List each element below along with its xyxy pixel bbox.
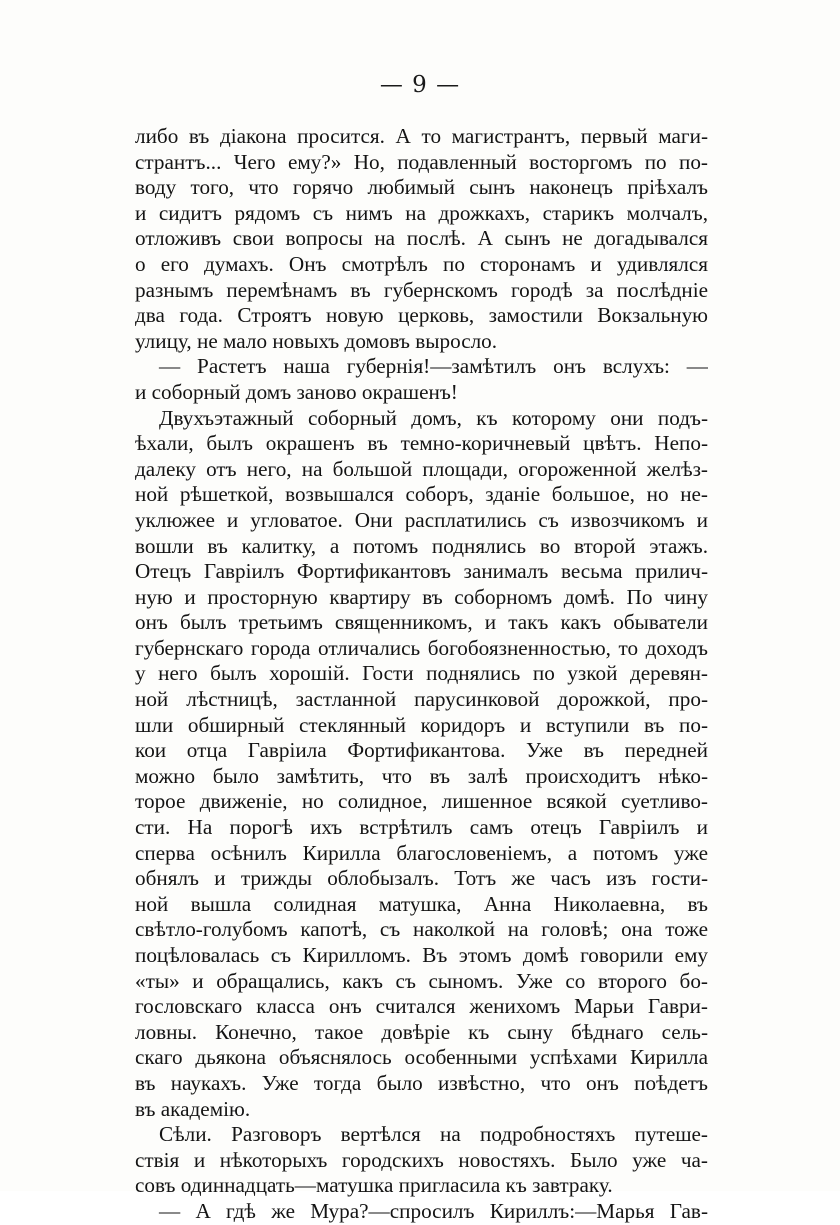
- text-line: онъ былъ третьимъ священникомъ, и такъ какъ обыватели: [135, 610, 708, 635]
- body-text: [135, 124, 708, 1225]
- text-line: о его думахъ. Онъ смотрѣлъ по сторонамъ и удивлялся: [135, 251, 708, 276]
- text-line: разнымъ перемѣнамъ въ губернскомъ городѣ за послѣдніе: [135, 277, 708, 302]
- text-line: шли обширный стеклянный коридоръ и вступили въ по-: [135, 712, 708, 737]
- text-line: — А гдѣ же Мура?—спросилъ Кириллъ:—Марья Гав-: [159, 1198, 708, 1223]
- text-line: сперва осѣнилъ Кирилла благословеніемъ, а потомъ уже: [135, 840, 708, 865]
- text-line: ной вышла солидная матушка, Анна Николаевна, въ: [135, 891, 708, 916]
- text-line: вошли въ калитку, а потомъ поднялись во второй этажъ.: [135, 533, 708, 558]
- text-line: въ академію.: [135, 1096, 251, 1121]
- text-line: — Растетъ наша губернія!—замѣтилъ онъ вслухъ: —: [159, 354, 708, 379]
- text-line: ную и просторную квартиру въ соборномъ домѣ. По чину: [135, 584, 708, 609]
- text-line: свѣтло-голубомъ капотѣ, съ наколкой на головѣ; она тоже: [135, 917, 708, 942]
- text-line: сти. На порогѣ ихъ встрѣтилъ самъ отецъ Гавріилъ и: [135, 815, 708, 840]
- text-line: совъ одиннадцать—матушка пригласила къ завтраку.: [135, 1173, 613, 1198]
- page-number: — 9 —: [379, 72, 461, 98]
- text-line: далеку отъ него, на большой площади, огороженной желѣз-: [135, 456, 708, 481]
- text-line: въ наукахъ. Уже тогда было извѣстно, что онъ поѣдетъ: [135, 1070, 708, 1095]
- text-line: кои отца Гавріила Фортификантова. Уже въ передней: [135, 738, 708, 763]
- text-line: поцѣловалась съ Кирилломъ. Въ этомъ домѣ говорили ему: [135, 943, 708, 967]
- text-line: обнялъ и трижды облобызалъ. Тотъ же часъ изъ гости-: [135, 866, 708, 891]
- text-line: Отецъ Гавріилъ Фортификантовъ занималъ весьма прилич-: [135, 559, 708, 584]
- text-line: странтъ... Чего ему?» Но, подавленный восторгомъ по по-: [135, 149, 708, 174]
- text-line: два года. Строятъ новую церковь, замостили Вокзальную: [135, 303, 708, 328]
- text-line: отложивъ свои вопросы на послѣ. А сынъ не догадывался: [135, 226, 708, 251]
- text-line: либо въ діакона просится. А то магистрантъ, первый маги-: [135, 124, 708, 148]
- text-line: ной рѣшеткой, возвышался соборъ, зданіе большое, но не-: [135, 482, 708, 507]
- text-line: и соборный домъ заново окрашенъ!: [135, 379, 458, 404]
- text-line: ной лѣстницѣ, застланной парусинковой дорожкой, про-: [135, 687, 708, 712]
- text-line: гословскаго класса онъ считался женихомъ Марьи Гаври-: [135, 994, 708, 1019]
- text-line: ловны. Конечно, такое довѣріе къ сыну бѣднаго сель-: [135, 1019, 708, 1044]
- text-line: «ты» и обращались, какъ съ сыномъ. Уже со второго бо-: [135, 968, 708, 993]
- text-line: ѣхали, былъ окрашенъ въ темно-коричневый цвѣтъ. Непо-: [135, 431, 708, 456]
- text-line: губернскаго города отличались богобоязненностью, то доходъ: [135, 635, 708, 660]
- text-line: и сидитъ рядомъ съ нимъ на дрожкахъ, старикъ молчалъ,: [135, 200, 708, 225]
- text-line: торое движеніе, но солидное, лишенное всякой суетливо-: [135, 789, 708, 814]
- text-line: у него былъ хорошій. Гости поднялись по узкой деревян-: [135, 661, 708, 686]
- text-line: скаго дьякона объяснялось особенными успѣхами Кирилла: [135, 1045, 708, 1070]
- text-line: можно было замѣтить, что въ залѣ происходитъ нѣко-: [135, 763, 708, 788]
- text-line: уклюжее и угловатое. Они расплатились съ извозчикомъ и: [135, 507, 708, 532]
- text-line: воду того, что горячо любимый сынъ наконецъ пріѣхалъ: [135, 175, 708, 200]
- text-line: улицу, не мало новыхъ домовъ выросло.: [135, 328, 498, 353]
- text-line: Двухъэтажный соборный домъ, къ которому они подъ-: [159, 405, 708, 430]
- text-line: Сѣли. Разговоръ вертѣлся на подробностяхъ путеше-: [159, 1122, 708, 1147]
- text-line: ствія и нѣкоторыхъ городскихъ новостяхъ. Было уже ча-: [135, 1147, 708, 1172]
